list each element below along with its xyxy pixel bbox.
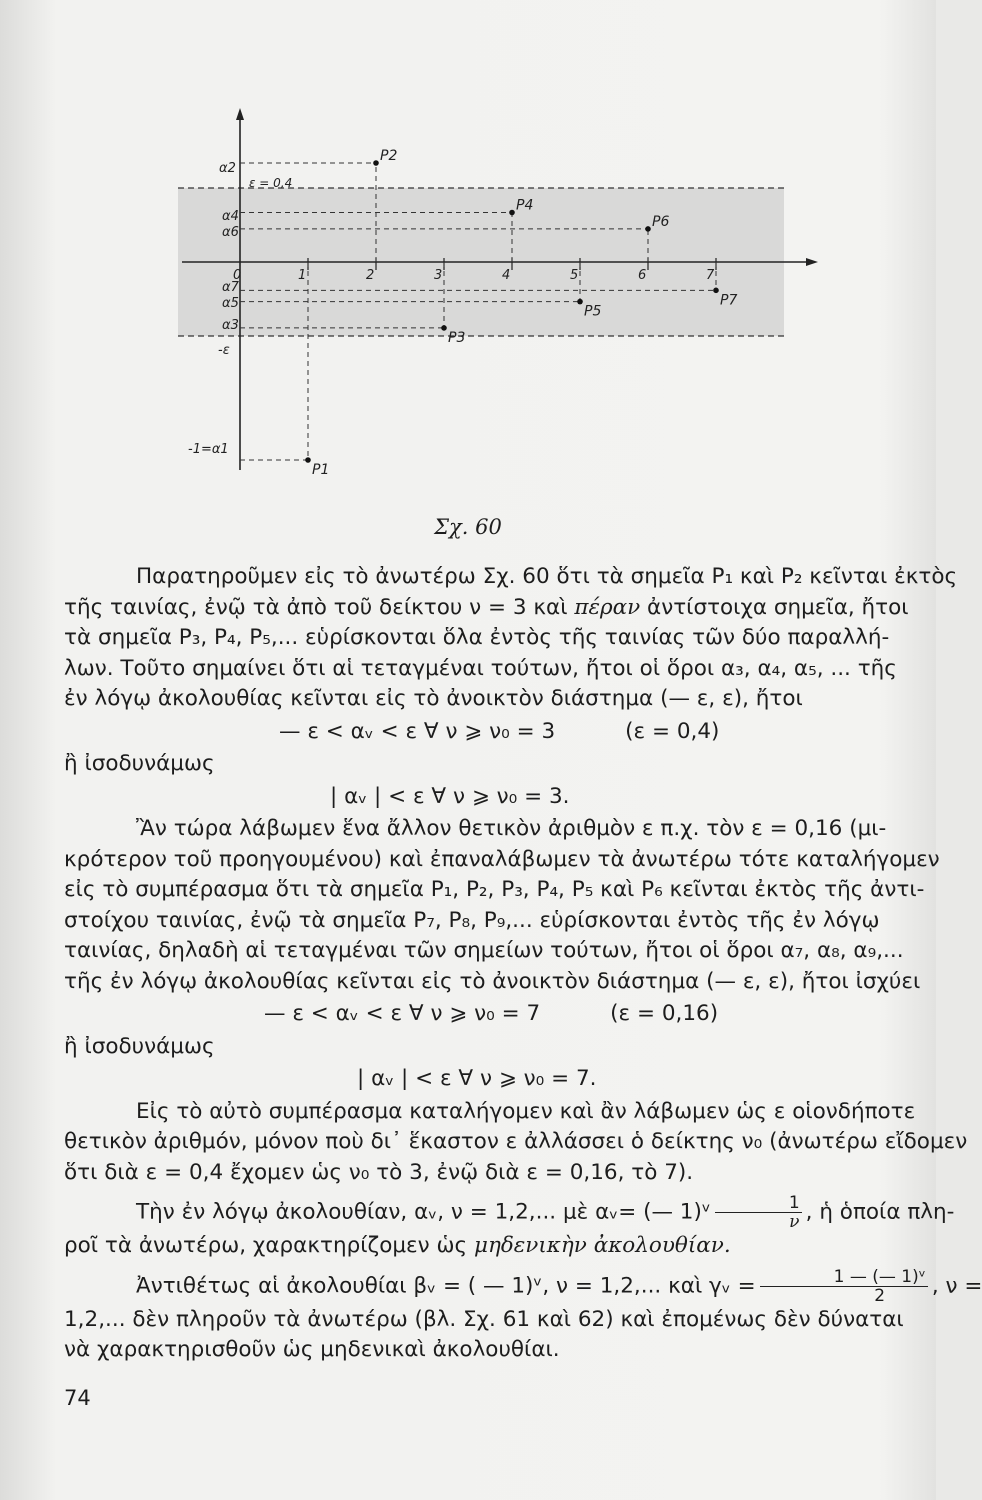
point-p3 [441, 325, 447, 331]
equation-4: | αᵥ | < ε ∀ ν ⩾ ν₀ = 7. [357, 1066, 597, 1091]
fraction-denominator: 2 [874, 1285, 886, 1306]
paragraph-5-line-1 [64, 1266, 982, 1306]
equation-condition: (ε = 0,16) [610, 1001, 719, 1026]
point-p4 [509, 210, 515, 216]
fraction-denominator: ν [789, 1212, 800, 1232]
point-label-p5: P5 [584, 303, 602, 320]
y-label-a3: α3 [222, 318, 239, 333]
paragraph-4-line-2 [64, 1231, 922, 1262]
fraction-1-over-nu [715, 1194, 802, 1231]
paragraph-1-line-1: Παρατηροῦμεν εἰς τὸ ἀνωτέρω Σχ. 60 ὅτι τὰ σημεῖα P₁ καὶ P₂ κεῖνται ἐκτὸς [136, 564, 958, 589]
paragraph-3-line-3: ὅτι διὰ ε = 0,4 ἔχομεν ὡς ν₀ τὸ 3, ἐνῷ διὰ ε = 0,16, τὸ 7). [64, 1159, 694, 1185]
paragraph-1-line-3: τὰ σημεῖα P₃, P₄, P₅,... εὑρίσκονται ὅλα ἐντὸς τῆς ταινίας τῶν δύο παραλλή- [64, 625, 890, 650]
equation-condition: (ε = 0,4) [625, 718, 720, 744]
body-text [64, 562, 982, 1366]
paragraph-5-line-2: 1,2,... δὲν πληροῦν τὰ ἀνωτέρω (βλ. Σχ. 61 καὶ 62) καὶ ἐπομένως δὲν δύναται [64, 1306, 904, 1332]
y-label-a7: α7 [222, 280, 239, 295]
x-tick-label-4: 4 [502, 268, 511, 283]
equation-3 [64, 999, 922, 1030]
point-label-p1: P1 [312, 462, 330, 478]
paragraph-2-line-3: εἰς τὸ συμπέρασμα ὅτι τὰ σημεῖα P₁, P₂, P₃, P₄, P₅ καὶ P₆ κεῖνται ἐκτὸς τῆς ἀντι- [64, 877, 925, 902]
text-span: , ἡ ὁποία πλη- [805, 1199, 955, 1225]
text-span: , ν = [931, 1273, 982, 1298]
paragraph-2-line-2: κρότερον τοῦ προηγουμένου) καὶ ἐπαναλάβωμεν τὰ ἀνωτέρω τότε καταλήγομεν [64, 846, 940, 872]
italic-term: μηδενικὴν ἀκολουθίαν. [473, 1233, 731, 1258]
paragraph-3-line-2: θετικὸν ἀριθμόν, μόνον ποὺ δι᾽ ἕκαστον ε ἀλλάσσει ὁ δείκτης ν₀ (ἀνωτέρω εἴδομεν [64, 1129, 968, 1154]
paragraph-2-line-6: τῆς ἐν λόγῳ ἀκολουθίας κεῖνται εἰς τὸ ἀνοικτὸν διάστημα (— ε, ε), ἤτοι ἰσχύει [64, 968, 921, 994]
paragraph-1-line-2 [64, 593, 922, 624]
y-label-neg-epsilon: -ε [218, 343, 230, 358]
point-label-p7: P7 [720, 292, 738, 309]
y-label-a6: α6 [222, 225, 239, 240]
epsilon-label: ε = 0,4 [249, 176, 293, 190]
fraction-numerator: 1 [715, 1194, 802, 1213]
x-tick-label-5: 5 [570, 268, 579, 283]
x-tick-label-0: 0 [233, 268, 242, 283]
fraction-gamma [760, 1268, 928, 1305]
paragraph-1-line-5: ἐν λόγῳ ἀκολουθίας κεῖνται εἰς τὸ ἀνοικτὸν διάστημα (— ε, ε), ἤτοι [64, 686, 803, 711]
text-span: ροῖ τὰ ἀνωτέρω, χαρακτηρίζομεν ὡς [64, 1233, 474, 1258]
x-tick-label-6: 6 [638, 268, 647, 283]
isodynamos-2: ἢ ἰσοδυνάμως [64, 1033, 215, 1059]
text-span: Ἀντιθέτως αἱ ἀκολουθίαι βᵥ = ( — 1)ᵛ, ν = 1,2,... καὶ γᵥ = [136, 1273, 756, 1298]
equation-body: — ε < αᵥ < ε ∀ ν ⩾ ν₀ = 7 [264, 1001, 541, 1026]
point-p2 [373, 160, 379, 166]
paragraph-2-line-1: Ἂν τώρα λάβωμεν ἕνα ἄλλον θετικὸν ἀριθμὸν ε π.χ. τὸν ε = 0,16 (μι- [136, 816, 887, 841]
text-span: Τὴν ἐν λόγῳ ἀκολουθίαν, αᵥ, ν = 1,2,... μὲ αᵥ= (— 1)ᵛ [136, 1199, 711, 1225]
y-label-a1: -1=α1 [188, 442, 229, 457]
paragraph-2-line-4: στοίχου ταινίας, ἐνῷ τὰ σημεῖα P₇, P₈, P₉,... εὑρίσκονται ἐντὸς τῆς ἐν λόγῳ [64, 907, 880, 933]
x-tick-label-1: 1 [298, 268, 307, 283]
point-label-p2: P2 [380, 148, 398, 164]
fraction-numerator: 1 — (— 1)ᵛ [760, 1268, 928, 1287]
point-p6 [645, 226, 651, 232]
point-p5 [577, 299, 583, 305]
isodynamos-1: ἢ ἰσοδυνάμως [64, 751, 215, 776]
y-label-a5: α5 [222, 296, 239, 311]
paragraph-4-line-1 [64, 1193, 955, 1232]
text-span: ἀντίστοιχα σημεῖα, ἤτοι [640, 594, 909, 620]
equation-2: | αᵥ | < ε ∀ ν ⩾ ν₀ = 3. [330, 783, 570, 809]
figure-60 [0, 0, 936, 510]
y-label-a4: α4 [222, 209, 239, 224]
point-p1 [305, 457, 311, 463]
paragraph-1-line-4: λων. Τοῦτο σημαίνει ὅτι αἱ τεταγμέναι τούτων, ἤτοι οἱ ὅροι α₃, α₄, α₅, ... τῆς [64, 655, 897, 681]
x-axis-arrow [806, 258, 818, 266]
paragraph-2-line-5: ταινίας, δηλαδὴ αἱ τεταγμέναι τῶν σημείων τούτων, ἤτοι οἱ ὅροι α₇, α₈, α₉,... [64, 938, 904, 963]
y-label-a2: α2 [219, 161, 236, 176]
page-number: 74 [64, 1386, 91, 1410]
paragraph-3-line-1: Εἰς τὸ αὐτὸ συμπέρασμα καταλήγομεν καὶ ἂν λάβωμεν ὡς ε οἱονδήποτε [136, 1098, 916, 1124]
paragraph-5-line-3: νὰ χαρακτηρισθοῦν ὡς μηδενικαὶ ἀκολουθίαι. [64, 1337, 560, 1362]
text-span: τῆς ταινίας, ἐνῷ τὰ ἀπὸ τοῦ δείκτου ν = 3 καὶ [64, 594, 575, 620]
x-tick-label-7: 7 [706, 268, 715, 283]
point-label-p4: P4 [516, 197, 534, 214]
figure-caption: Σχ. 60 [434, 515, 502, 539]
point-label-p3: P3 [448, 329, 466, 346]
italic-term: πέραν [574, 594, 641, 620]
point-p7 [713, 288, 719, 294]
equation-body: — ε < αᵥ < ε ∀ ν ⩾ ν₀ = 3 [279, 718, 556, 744]
point-label-p6: P6 [652, 213, 670, 230]
x-tick-label-3: 3 [434, 268, 443, 283]
equation-1 [64, 717, 922, 748]
y-axis-arrow [236, 108, 244, 120]
x-tick-label-2: 2 [366, 268, 375, 283]
